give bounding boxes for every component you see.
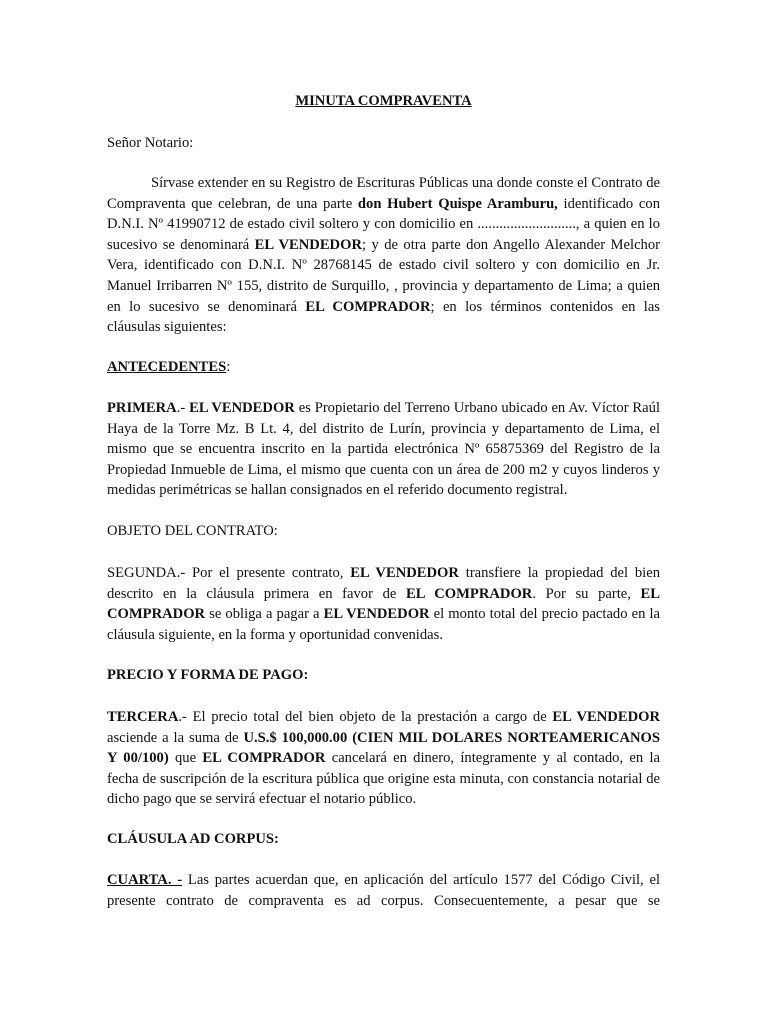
adcorpus-heading: CLÁUSULA AD CORPUS: (107, 831, 279, 847)
intro-paragraph: Sírvase extender en su Registro de Escrituras Públicas una donde conste el Contrato de Compraventa que celebran, de una parte don Hubert Quispe Aramburu, identificado con D.N.I. Nº 41990712 de estado civil soltero y con domicilio en ..........................., a quien en lo sucesivo se denominará EL VENDEDOR; y de otra parte don Angello Alexander Melchor Vera, identificado con D.N.I. Nº 28768145 de estado civil soltero y con domicilio en Jr. Manuel Irribarren Nº 155, distrito de Surquillo, , provincia y departamento de Lima; a quien en lo sucesivo se denominará EL COMPRADOR; en los términos contenidos en las cláusulas siguientes: (107, 175, 660, 336)
clause-segunda: SEGUNDA.- Por el presente contrato, EL VENDEDOR transfiere la propiedad del bien descrito en la cláusula primera en favor de EL COMPRADOR. Por su parte, EL COMPRADOR se obliga a pagar a EL VENDEDOR el monto total del precio pactado en la cláusula siguiente, en la forma y oportunidad convenidas. (107, 565, 660, 643)
objeto-heading: OBJETO DEL CONTRATO: (107, 523, 278, 539)
antecedentes-heading: ANTECEDENTES: (107, 359, 231, 375)
clause-tercera: TERCERA.- El precio total del bien objeto de la prestación a cargo de EL VENDEDOR asciende a la suma de U.S.$ 100,000.00 (CIEN MIL DOLARES NORTEAMERICANOS Y 00/100) que EL COMPRADOR cancelará en dinero, íntegramente y al contado, en la fecha de suscripción de la escritura pública que origine esta minuta, con constancia notarial de dicho pago que se servirá efectuar el notario público. (107, 709, 661, 808)
document-title: MINUTA COMPRAVENTA (295, 93, 472, 109)
clause-primera: PRIMERA.- EL VENDEDOR es Propietario del Terreno Urbano ubicado en Av. Víctor Raúl Haya de la Torre Mz. B Lt. 4, del distrito de Lurín, provincia y departamento de Lima, el mismo que se encuentra inscrito en la partida electrónica Nº 65875369 del Registro de la Propiedad Inmueble de Lima, el mismo que cuenta con un área de 200 m2 y cuyos linderos y medidas perimétricas se hallan consignados en el referido documento registral. (107, 400, 660, 499)
clause-cuarta: CUARTA. - Las partes acuerdan que, en aplicación del artículo 1577 del Código Civil, el presente contrato de compraventa es ad corpus. Consecuentemente, a pesar que se (107, 872, 660, 909)
precio-heading: PRECIO Y FORMA DE PAGO: (107, 667, 309, 683)
salutation: Señor Notario: (107, 135, 194, 151)
